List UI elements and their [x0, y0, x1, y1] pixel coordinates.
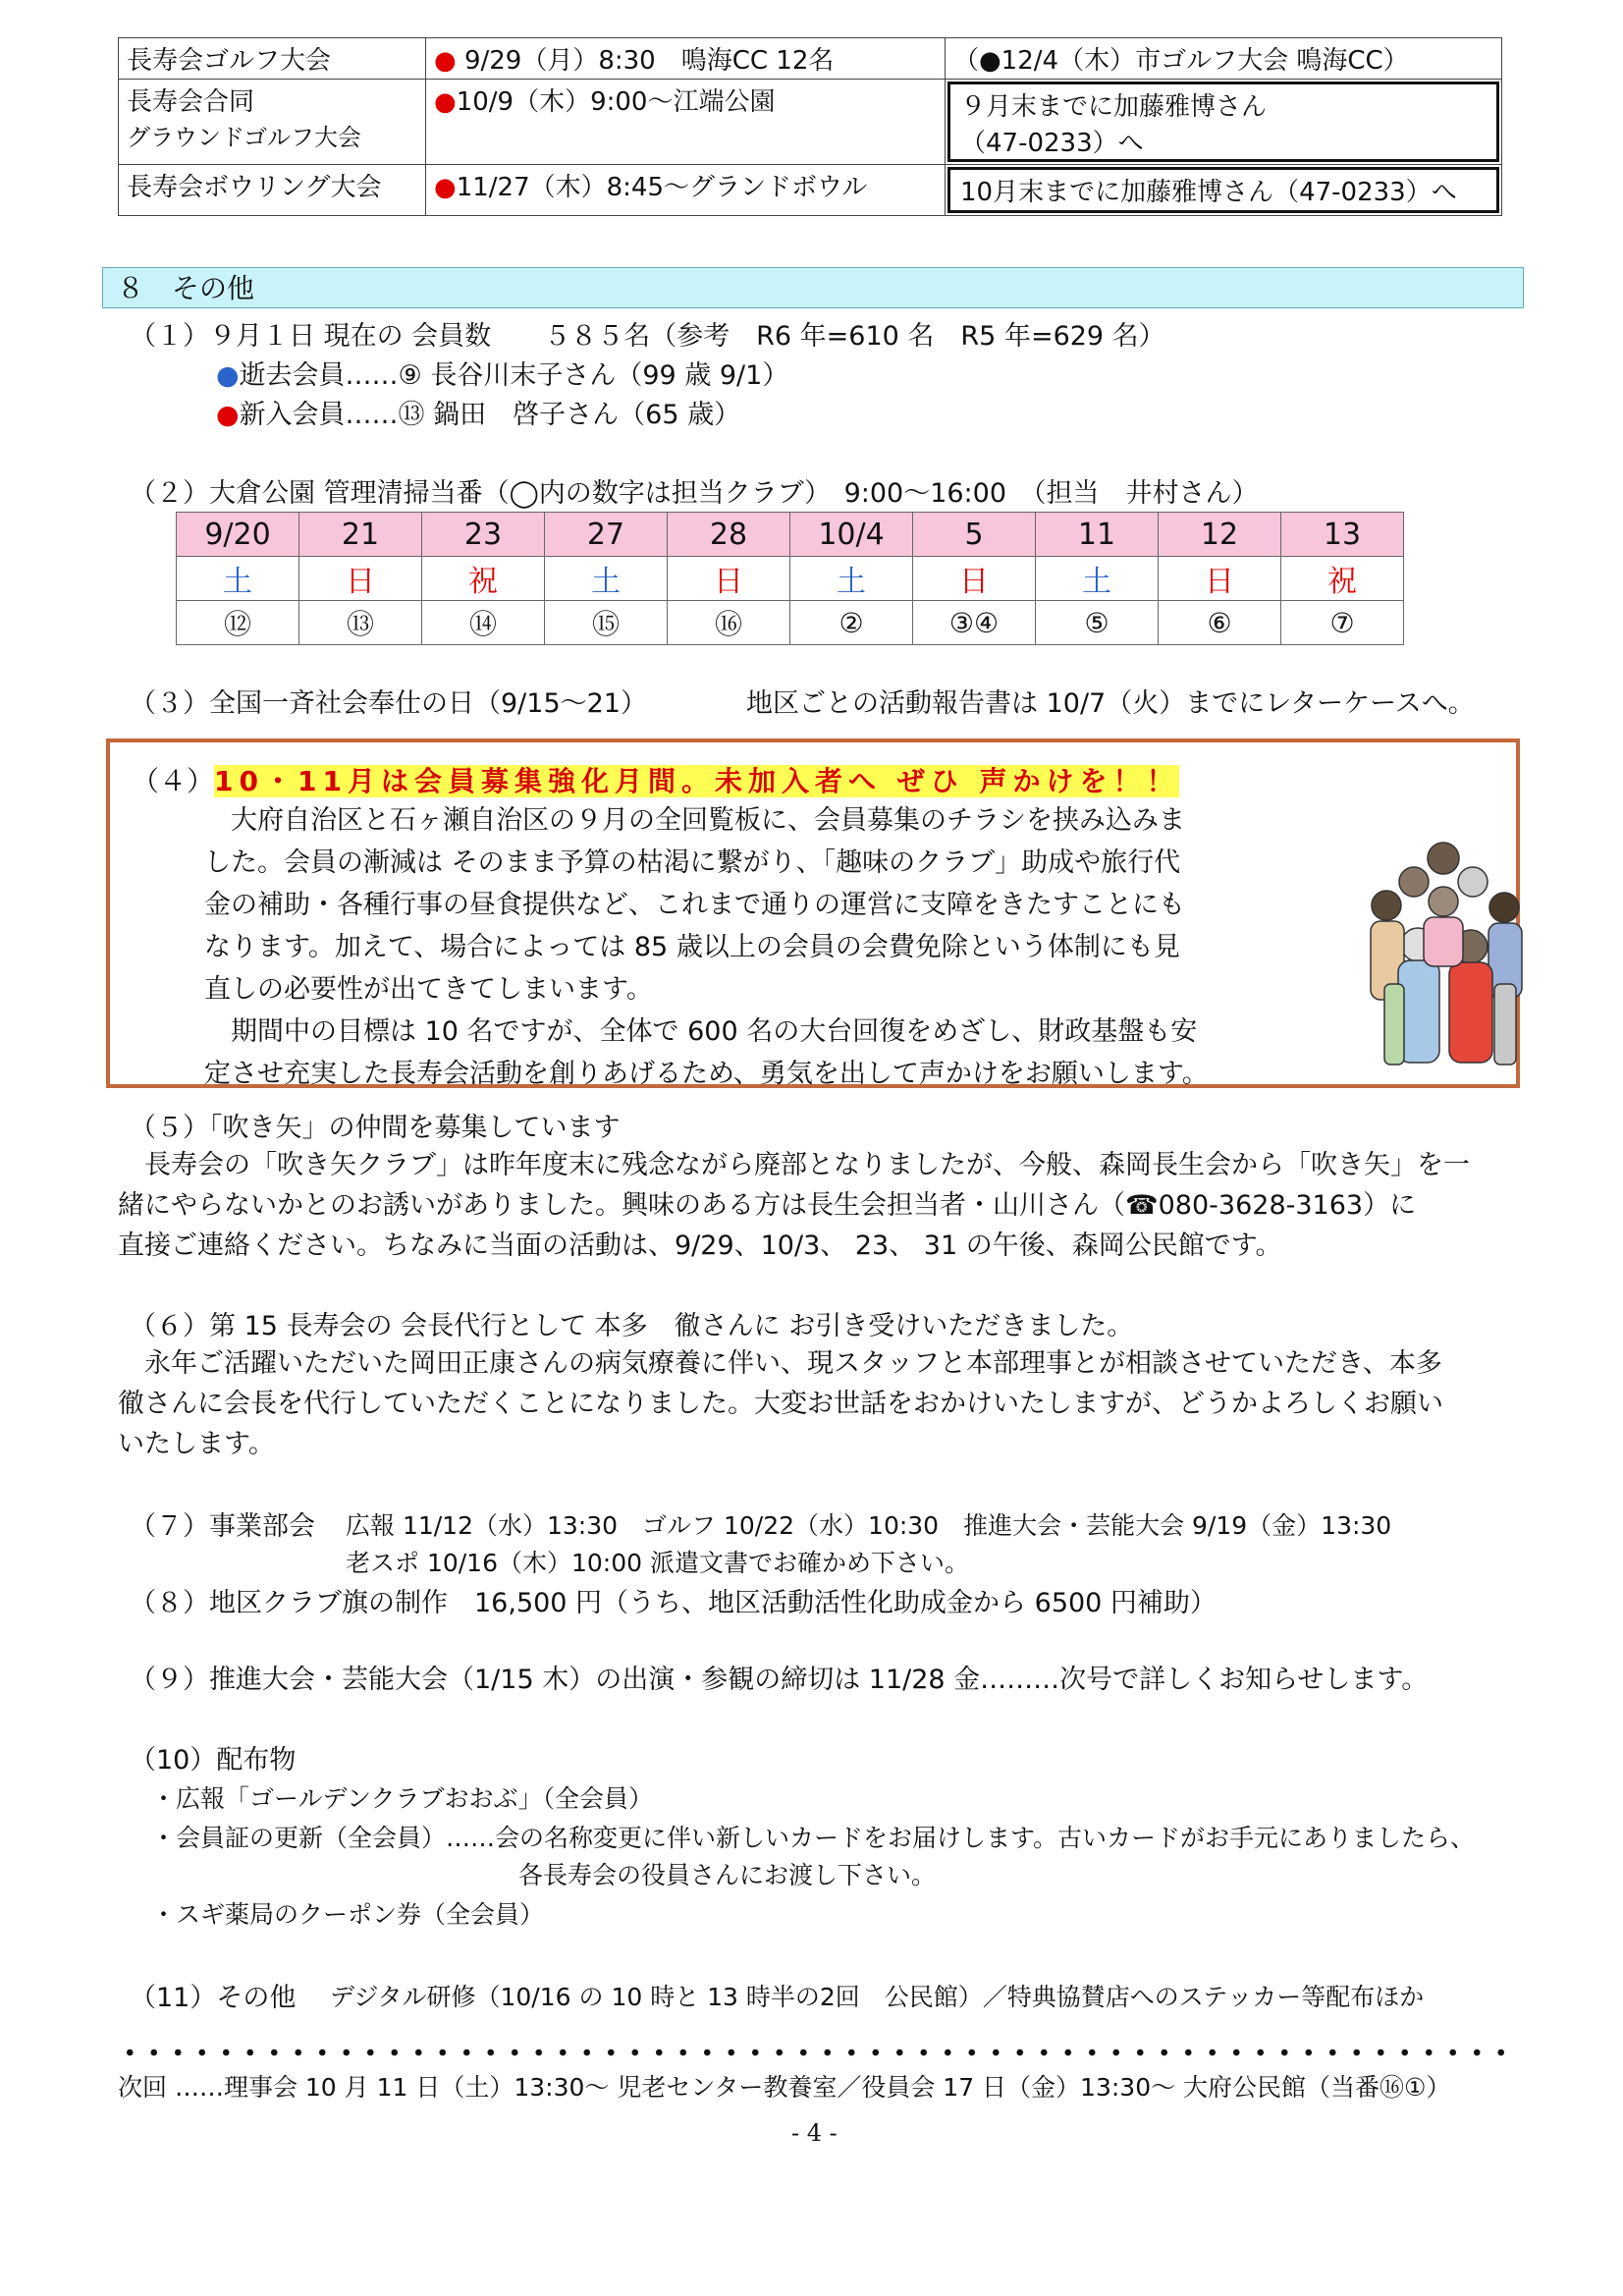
- duty-club: ⑤: [1036, 601, 1159, 645]
- table-row: [119, 165, 1502, 216]
- distribution-title: （10）配布物: [130, 1745, 297, 1776]
- duty-date: 9/20: [177, 513, 299, 557]
- duty-table: [176, 512, 1404, 645]
- table-row: [177, 513, 1404, 557]
- dept-note: 老スポ 10/16（木）10:00 派遣文書でお確かめ下さい。: [346, 1549, 969, 1577]
- duty-day: 日: [1159, 557, 1281, 601]
- recruit-body: 大府自治区と石ヶ瀬自治区の９月の全回覧板に、会員募集のチラシを挟み込みま した。会員の漸減は そのまま予算の枯渇に繋がり、「趣味のクラブ」助成や旅行代 金の補助・各種行事の昼食提供など、これまで通りの運営に支障をきたすことにも なります。加えて、場合によっては 85 歳以上の会員の会費免除という体制にも見 直しの必要性が出てきてしまいます。 期間中の目標は 10 名ですが、全体で 600 名の大台回復をめざし、財政基盤も安 定させ充実した長寿会活動を創りあげるため、勇気を出して声かけをお願いします。: [204, 805, 1209, 1089]
- duty-date: 5: [913, 513, 1036, 557]
- duty-club: ⑮: [545, 601, 668, 645]
- bullet-icon: ●: [216, 360, 240, 391]
- list-item: ・広報「ゴールデンクラブおおぶ」（全会員）: [151, 1784, 654, 1813]
- dept-label: （７）事業部会: [130, 1511, 315, 1542]
- duty-date: 12: [1159, 513, 1281, 557]
- duty-date: 13: [1281, 513, 1404, 557]
- duty-club: ③④: [913, 601, 1036, 645]
- page-number: - 4 -: [791, 2119, 838, 2147]
- seniors-group-illustration: [1357, 837, 1532, 1068]
- duty-day: 祝: [422, 557, 545, 601]
- recruit-headline: （４）10・11月は会員募集強化月間。未加入者へ ぜひ 声かけを！！: [132, 765, 1180, 797]
- table-row: [119, 38, 1502, 80]
- events-table: [118, 37, 1502, 216]
- event-note-callout: ９月末までに加藤雅博さん （47-0233）へ: [946, 80, 1502, 165]
- duty-day: 土: [545, 557, 668, 601]
- event-name: 長寿会ゴルフ大会: [119, 38, 426, 80]
- event-name: 長寿会ボウリング大会: [119, 165, 426, 216]
- duty-club: ⑦: [1281, 601, 1404, 645]
- promotion-deadline: （９）推進大会・芸能大会（1/15 木）の出演・参観の締切は 11/28 金………次号で詳しくお知らせします。: [130, 1665, 1429, 1695]
- duty-date: 10/4: [790, 513, 913, 557]
- club-flag: （８）地区クラブ旗の制作 16,500 円（うち、地区活動活性化助成金から 6500 円補助）: [130, 1588, 1217, 1618]
- duty-date: 27: [545, 513, 668, 557]
- table-row: [119, 80, 1502, 165]
- event-when: ● 9/29（月）8:30 鳴海CC 12名: [426, 38, 946, 80]
- dept-schedule: 広報 11/12（水）13:30 ゴルフ 10/22（水）10:30 推進大会・芸能大会 9/19（金）13:30: [346, 1511, 1392, 1540]
- fukiya-body: 長寿会の「吹き矢クラブ」は昨年度末に残念ながら廃部となりましたが、今般、森岡長生会から「吹き矢」を一 緒にやらないかとのお誘いがありました。興味のある方は長生会担当者・山川さん（☎080-3628-3163）に 直接ご連絡ください。ちなみに当面の活動は、9/29、10/3、 23、 31 の午後、森岡公民館です。: [118, 1150, 1470, 1261]
- duty-day: 日: [913, 557, 1036, 601]
- service-day-note: 地区ごとの活動報告書は 10/7（火）までにレターケースへ。: [746, 688, 1475, 719]
- member-count: （１）９月１日 現在の 会員数 ５８５名（参考 R6 年=610 名 R5 年=629 名）: [130, 321, 1165, 352]
- acting-body: 永年ご活躍いただいた岡田正康さんの病気療養に伴い、現スタッフと本部理事とが相談させていただき、本多 徹さんに会長を代行していただくことになりました。大変お世話をおかけいたしますが、どうかよろしくお願い いたします。: [118, 1348, 1443, 1459]
- duty-date: 28: [668, 513, 790, 557]
- duty-day: 土: [1036, 557, 1159, 601]
- section-8-header: ８ その他: [102, 267, 1524, 308]
- duty-date: 21: [299, 513, 422, 557]
- bullet-icon: ●: [216, 400, 240, 430]
- duty-day: 土: [790, 557, 913, 601]
- service-day: （３）全国一斉社会奉仕の日（9/15～21）: [130, 688, 647, 719]
- event-note-callout: 10月末までに加藤雅博さん（47-0233）へ: [946, 165, 1502, 216]
- duty-club: ⑬: [299, 601, 422, 645]
- table-row: [177, 557, 1404, 601]
- next-meeting: 次回 ……理事会 10 月 11 日（土）13:30～ 児老センター教養室／役員会 17 日（金）13:30～ 大府公民館（当番⑯①）: [118, 2073, 1451, 2102]
- duty-date: 23: [422, 513, 545, 557]
- deceased-member: ●逝去会員……⑨ 長谷川末子さん（99 歳 9/1）: [216, 360, 789, 391]
- other-text: デジタル研修（10/16 の 10 時と 13 時半の2回 公民館）／特典協賛店へのステッカー等配布ほか: [330, 1983, 1425, 2011]
- acting-title: （６）第 15 長寿会の 会長代行として 本多 徹さんに お引き受けいただきました。: [130, 1311, 1134, 1341]
- event-note: （●12/4（木）市ゴルフ大会 鳴海CC）: [946, 38, 1502, 80]
- duty-heading: （２）大倉公園 管理清掃当番（◯内の数字は担当クラブ） 9:00～16:00 （担当 井村さん）: [130, 478, 1259, 509]
- duty-date: 11: [1036, 513, 1159, 557]
- list-item: ・スギ薬局のクーポン券（全会員）: [151, 1900, 545, 1929]
- duty-club: ⑥: [1159, 601, 1281, 645]
- event-when: ●11/27（木）8:45～グランドボウル: [426, 165, 946, 216]
- table-row: [177, 601, 1404, 645]
- event-name: 長寿会合同 グラウンドゴルフ大会: [119, 80, 426, 165]
- list-item: ・会員証の更新（全会員）……会の名称変更に伴い新しいカードをお届けします。古いカードがお手元にありましたら、: [151, 1824, 1476, 1852]
- recruitment-box: [106, 738, 1520, 1088]
- other-label: （11）その他: [130, 1983, 297, 2013]
- new-member: ●新入会員……⑬ 鍋田 啓子さん（65 歳）: [216, 400, 741, 430]
- duty-club: ⑫: [177, 601, 299, 645]
- duty-club: ②: [790, 601, 913, 645]
- fukiya-title: （５）「吹き矢」の仲間を募集しています: [130, 1113, 621, 1143]
- duty-club: ⑯: [668, 601, 790, 645]
- duty-day: 祝: [1281, 557, 1404, 601]
- dotted-divider: [118, 2047, 1512, 2058]
- list-item: 各長寿会の役員さんにお渡し下さい。: [518, 1861, 937, 1889]
- duty-day: 日: [299, 557, 422, 601]
- duty-day: 日: [668, 557, 790, 601]
- event-when: ●10/9（木）9:00～江端公園: [426, 80, 946, 165]
- duty-club: ⑭: [422, 601, 545, 645]
- duty-day: 土: [177, 557, 299, 601]
